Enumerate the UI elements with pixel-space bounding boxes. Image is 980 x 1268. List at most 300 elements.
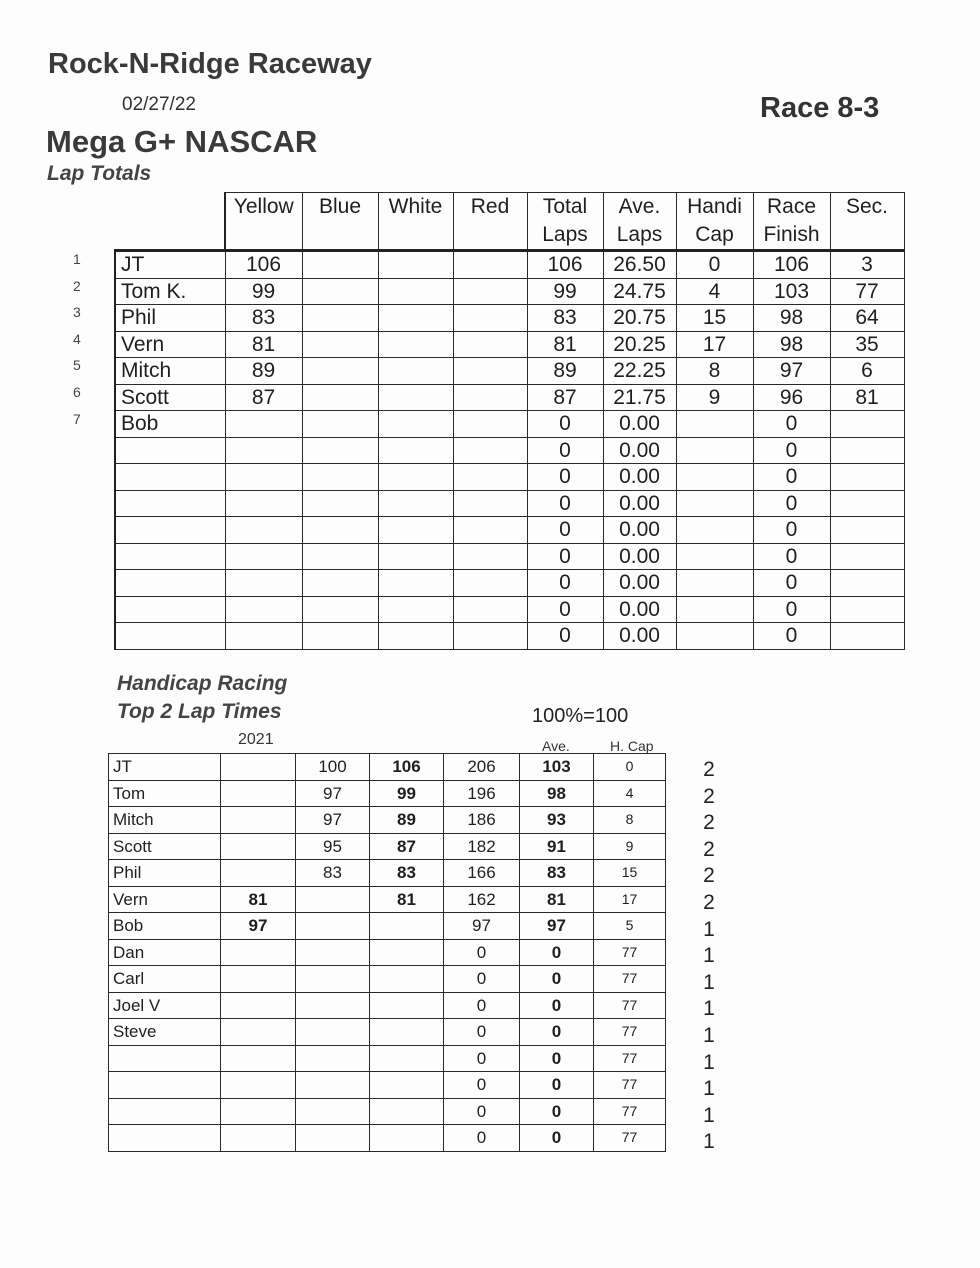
table-cell: 0	[520, 1019, 594, 1046]
table-cell	[453, 437, 527, 464]
driver-name-cell: Joel V	[109, 992, 221, 1019]
table-cell: 0	[753, 464, 830, 491]
column-header-line1: Yellow	[233, 195, 294, 218]
table-row	[109, 860, 666, 887]
table-cell: 0	[520, 939, 594, 966]
driver-name-cell: Vern	[109, 886, 221, 913]
table-cell: 97	[221, 913, 296, 940]
table-row	[115, 251, 904, 279]
table-cell: 95	[296, 833, 370, 860]
table-cell	[453, 596, 527, 623]
table-cell: 0	[444, 992, 520, 1019]
table-cell: 0	[520, 992, 594, 1019]
table-cell	[453, 384, 527, 411]
table-cell: 81	[830, 384, 904, 411]
race-count: 2	[703, 837, 715, 861]
table-row	[109, 780, 666, 807]
table-cell: 87	[225, 384, 302, 411]
table-cell: 0	[676, 251, 753, 279]
table-cell: 97	[296, 807, 370, 834]
table-cell	[378, 517, 453, 544]
table-row	[109, 1045, 666, 1072]
driver-name-cell: Carl	[109, 966, 221, 993]
table-cell: 87	[370, 833, 444, 860]
table-cell	[296, 939, 370, 966]
table-cell	[378, 411, 453, 438]
table-cell	[676, 570, 753, 597]
table-cell: 89	[370, 807, 444, 834]
table-cell	[453, 251, 527, 279]
table-cell	[225, 596, 302, 623]
table-cell	[453, 490, 527, 517]
table-cell: 26.50	[603, 251, 676, 279]
table-cell	[221, 1072, 296, 1099]
race-count: 2	[703, 864, 715, 888]
race-count: 1	[703, 1130, 715, 1154]
table-cell: 0	[753, 490, 830, 517]
table-cell: 0	[753, 411, 830, 438]
race-number: Race 8-3	[760, 92, 880, 124]
table-cell: 0	[444, 1098, 520, 1125]
table-cell	[378, 596, 453, 623]
table-cell: 166	[444, 860, 520, 887]
column-header-line1: Total	[542, 195, 588, 218]
table-cell: 186	[444, 807, 520, 834]
table-cell: 83	[296, 860, 370, 887]
table-cell: 0	[594, 754, 666, 781]
lap-totals-table	[114, 192, 905, 650]
table-cell	[453, 570, 527, 597]
table-cell: 77	[830, 278, 904, 305]
table-cell	[221, 1098, 296, 1125]
table-cell: 97	[444, 913, 520, 940]
table-cell: 93	[520, 807, 594, 834]
table-cell: 182	[444, 833, 520, 860]
table-cell	[302, 437, 378, 464]
table-cell	[676, 517, 753, 544]
driver-name-cell: Phil	[109, 860, 221, 887]
table-cell: 77	[594, 992, 666, 1019]
table-cell: 20.25	[603, 331, 676, 358]
driver-name-cell: Scott	[109, 833, 221, 860]
race-count: 1	[703, 970, 715, 994]
table-cell	[830, 623, 904, 650]
table-cell: 106	[370, 754, 444, 781]
table-cell: 89	[527, 358, 603, 385]
table-row	[109, 966, 666, 993]
table-cell	[225, 517, 302, 544]
driver-name-cell	[115, 570, 225, 597]
race-count: 1	[703, 1077, 715, 1101]
table-cell: 9	[594, 833, 666, 860]
row-number: 7	[73, 410, 81, 427]
table-cell	[225, 490, 302, 517]
table-cell: 0.00	[603, 570, 676, 597]
table-row	[115, 305, 904, 332]
table-cell	[221, 1045, 296, 1072]
year-label: 2021	[238, 731, 274, 748]
table-cell	[302, 331, 378, 358]
driver-name-cell	[109, 1098, 221, 1125]
table-cell	[453, 517, 527, 544]
table-cell: 206	[444, 754, 520, 781]
row-number: 2	[73, 277, 81, 294]
table-cell: 99	[370, 780, 444, 807]
table-cell	[302, 464, 378, 491]
table-cell: 0.00	[603, 464, 676, 491]
table-cell: 97	[753, 358, 830, 385]
table-cell	[225, 543, 302, 570]
table-cell	[296, 992, 370, 1019]
table-row	[115, 570, 904, 597]
table-cell: 4	[594, 780, 666, 807]
table-row	[115, 543, 904, 570]
table-cell	[378, 305, 453, 332]
table-cell	[830, 596, 904, 623]
table-cell: 0	[527, 517, 603, 544]
driver-name-cell	[109, 1045, 221, 1072]
table-cell: 0.00	[603, 543, 676, 570]
table-cell	[676, 411, 753, 438]
table-row	[109, 754, 666, 781]
table-cell: 77	[594, 1072, 666, 1099]
table-cell	[676, 543, 753, 570]
table-cell	[296, 913, 370, 940]
column-header-line2: Laps	[542, 223, 588, 246]
table-cell	[453, 623, 527, 650]
table-cell: 81	[370, 886, 444, 913]
driver-name-cell: Steve	[109, 1019, 221, 1046]
percent-note: 100%=100	[532, 705, 629, 727]
table-cell: 81	[527, 331, 603, 358]
table-cell: 6	[830, 358, 904, 385]
table-cell: 81	[520, 886, 594, 913]
table-cell: 196	[444, 780, 520, 807]
table-row	[115, 596, 904, 623]
table-cell	[830, 543, 904, 570]
table-cell: 77	[594, 966, 666, 993]
table-cell	[378, 331, 453, 358]
table-cell: 15	[676, 305, 753, 332]
table-cell: 0	[520, 966, 594, 993]
table-cell: 83	[520, 860, 594, 887]
driver-name-cell	[115, 623, 225, 650]
table-cell	[302, 411, 378, 438]
row-number: 1	[73, 251, 81, 267]
table-cell	[370, 1098, 444, 1125]
table-cell: 0	[753, 570, 830, 597]
table-cell: 100	[296, 754, 370, 781]
table-cell: 98	[753, 331, 830, 358]
table-cell	[453, 278, 527, 305]
table-cell	[453, 464, 527, 491]
table-cell: 3	[830, 251, 904, 279]
table-cell	[221, 992, 296, 1019]
table-cell: 9	[676, 384, 753, 411]
table-cell: 0	[753, 543, 830, 570]
table-row	[115, 437, 904, 464]
table-cell: 0	[520, 1098, 594, 1125]
table-cell: 0	[520, 1072, 594, 1099]
column-header	[378, 193, 453, 251]
race-count: 1	[703, 944, 715, 968]
table-cell: 89	[225, 358, 302, 385]
column-header-line1: White	[388, 195, 443, 218]
table-cell: 0	[527, 623, 603, 650]
table-row	[115, 517, 904, 544]
column-header	[830, 193, 904, 251]
table-cell	[296, 886, 370, 913]
table-cell	[225, 570, 302, 597]
table-cell	[378, 490, 453, 517]
row-number: 5	[73, 357, 81, 374]
table-row	[109, 1072, 666, 1099]
table-cell: 0	[520, 1125, 594, 1152]
table-cell	[378, 384, 453, 411]
table-cell: 106	[753, 251, 830, 279]
table-cell: 0	[520, 1045, 594, 1072]
table-cell	[378, 278, 453, 305]
row-number: 4	[73, 330, 81, 347]
table-row	[115, 464, 904, 491]
table-cell: 97	[520, 913, 594, 940]
table-cell	[221, 807, 296, 834]
table-row	[109, 833, 666, 860]
table-cell: 17	[676, 331, 753, 358]
table-cell	[370, 966, 444, 993]
table-cell: 0.00	[603, 517, 676, 544]
table-cell	[302, 278, 378, 305]
table-cell: 106	[527, 251, 603, 279]
column-header	[676, 193, 753, 251]
driver-name-cell	[115, 596, 225, 623]
average-label: Ave.	[542, 738, 570, 754]
table-cell	[830, 464, 904, 491]
table-cell	[302, 384, 378, 411]
table-cell: 0	[444, 1045, 520, 1072]
table-cell: 8	[676, 358, 753, 385]
column-header-line1: Sec.	[845, 195, 889, 218]
table-cell: 91	[520, 833, 594, 860]
section-subtitle: Lap Totals	[47, 162, 152, 185]
table-cell	[830, 517, 904, 544]
race-count: 1	[703, 1103, 715, 1127]
table-cell	[453, 411, 527, 438]
table-cell	[830, 490, 904, 517]
driver-name-cell	[115, 517, 225, 544]
table-cell	[676, 437, 753, 464]
table-cell	[221, 780, 296, 807]
table-cell	[302, 570, 378, 597]
table-cell: 0	[753, 596, 830, 623]
table-cell: 0	[527, 570, 603, 597]
race-count: 1	[703, 1024, 715, 1047]
venue-title: Rock-N-Ridge Raceway	[48, 48, 372, 80]
header-blank-cell	[115, 193, 225, 251]
table-cell: 0	[527, 543, 603, 570]
table-cell: 0.00	[603, 411, 676, 438]
column-header-line1: Ave.	[618, 195, 661, 218]
table-cell: 83	[225, 305, 302, 332]
table-cell	[676, 464, 753, 491]
handicap-table	[108, 753, 666, 1152]
handicap-label: H. Cap	[610, 738, 654, 754]
column-header-line1: Red	[470, 195, 510, 218]
header-row	[115, 193, 904, 251]
table-cell	[302, 305, 378, 332]
race-count: 1	[703, 917, 715, 941]
table-cell: 24.75	[603, 278, 676, 305]
table-cell: 77	[594, 1125, 666, 1152]
race-count: 2	[703, 811, 715, 835]
table-row	[115, 623, 904, 650]
driver-name-cell: Tom	[109, 780, 221, 807]
table-cell: 98	[520, 780, 594, 807]
handicap-title: Handicap Racing	[117, 672, 288, 695]
table-cell: 0	[444, 1125, 520, 1152]
table-row	[115, 384, 904, 411]
table-row	[109, 992, 666, 1019]
table-cell: 35	[830, 331, 904, 358]
table-cell: 0	[527, 596, 603, 623]
table-cell	[302, 543, 378, 570]
table-cell: 96	[753, 384, 830, 411]
table-row	[109, 886, 666, 913]
top-laps-title: Top 2 Lap Times	[117, 700, 282, 723]
race-count: 1	[703, 997, 715, 1021]
table-cell: 103	[520, 754, 594, 781]
table-cell	[378, 437, 453, 464]
table-cell: 162	[444, 886, 520, 913]
driver-name-cell: Mitch	[109, 807, 221, 834]
table-cell: 21.75	[603, 384, 676, 411]
table-cell: 77	[594, 1045, 666, 1072]
table-cell: 0	[444, 1019, 520, 1046]
table-cell	[221, 1125, 296, 1152]
table-cell: 81	[221, 886, 296, 913]
column-header	[302, 193, 378, 251]
column-header	[527, 193, 603, 251]
row-number: 6	[73, 384, 81, 400]
table-cell: 99	[225, 278, 302, 305]
table-row	[115, 278, 904, 305]
table-cell	[225, 623, 302, 650]
table-cell: 22.25	[603, 358, 676, 385]
table-row	[115, 331, 904, 358]
driver-name-cell	[109, 1072, 221, 1099]
driver-name-cell: Dan	[109, 939, 221, 966]
table-cell	[676, 596, 753, 623]
driver-name-cell: Tom K.	[115, 278, 225, 305]
table-cell: 87	[527, 384, 603, 411]
table-cell	[370, 1072, 444, 1099]
table-cell	[378, 358, 453, 385]
table-cell	[302, 517, 378, 544]
table-cell	[378, 623, 453, 650]
table-row	[115, 411, 904, 438]
table-row	[115, 490, 904, 517]
table-cell: 81	[225, 331, 302, 358]
table-cell	[453, 305, 527, 332]
table-cell: 0	[753, 517, 830, 544]
table-cell: 0.00	[603, 437, 676, 464]
table-cell: 0	[753, 437, 830, 464]
column-header-line2: Cap	[695, 223, 734, 246]
table-cell: 83	[527, 305, 603, 332]
table-cell	[302, 358, 378, 385]
column-header	[603, 193, 676, 251]
column-header-line1: Handi	[687, 195, 742, 218]
table-cell	[225, 411, 302, 438]
driver-name-cell	[115, 464, 225, 491]
table-cell: 83	[370, 860, 444, 887]
table-cell	[296, 1125, 370, 1152]
table-cell	[453, 543, 527, 570]
driver-name-cell: Bob	[115, 411, 225, 438]
table-cell: 0.00	[603, 490, 676, 517]
table-row	[109, 1125, 666, 1152]
table-cell	[296, 1098, 370, 1125]
table-cell: 106	[225, 251, 302, 279]
driver-name-cell	[115, 543, 225, 570]
table-cell: 17	[594, 886, 666, 913]
race-count: 2	[703, 784, 715, 808]
driver-name-cell: JT	[109, 754, 221, 781]
table-cell: 0	[753, 623, 830, 650]
series-title: Mega G+ NASCAR	[46, 124, 318, 159]
table-cell	[370, 992, 444, 1019]
table-cell: 0	[527, 490, 603, 517]
table-cell: 0	[527, 411, 603, 438]
column-header-line1: Blue	[318, 195, 362, 218]
table-cell	[676, 490, 753, 517]
race-count: 2	[703, 758, 715, 781]
table-cell: 0.00	[603, 623, 676, 650]
column-header-line2: Finish	[763, 223, 820, 246]
table-row	[109, 1098, 666, 1125]
table-cell	[830, 411, 904, 438]
table-cell	[302, 490, 378, 517]
table-cell: 20.75	[603, 305, 676, 332]
table-row	[115, 358, 904, 385]
column-header-line1: Race	[766, 195, 817, 218]
column-header	[753, 193, 830, 251]
table-cell	[221, 860, 296, 887]
table-cell: 0.00	[603, 596, 676, 623]
driver-name-cell: Vern	[115, 331, 225, 358]
table-cell	[296, 1072, 370, 1099]
table-cell: 97	[296, 780, 370, 807]
table-cell: 99	[527, 278, 603, 305]
table-cell	[302, 596, 378, 623]
table-cell	[370, 913, 444, 940]
table-cell: 77	[594, 939, 666, 966]
table-cell: 0	[444, 939, 520, 966]
table-row	[109, 807, 666, 834]
row-number: 3	[73, 304, 81, 321]
table-cell: 0	[444, 1072, 520, 1099]
table-cell: 4	[676, 278, 753, 305]
table-cell	[225, 437, 302, 464]
table-cell	[221, 1019, 296, 1046]
table-cell	[370, 1019, 444, 1046]
table-cell: 64	[830, 305, 904, 332]
table-cell: 98	[753, 305, 830, 332]
table-cell	[302, 623, 378, 650]
table-cell	[302, 251, 378, 279]
race-date: 02/27/22	[122, 94, 196, 115]
race-count: 2	[703, 891, 715, 914]
